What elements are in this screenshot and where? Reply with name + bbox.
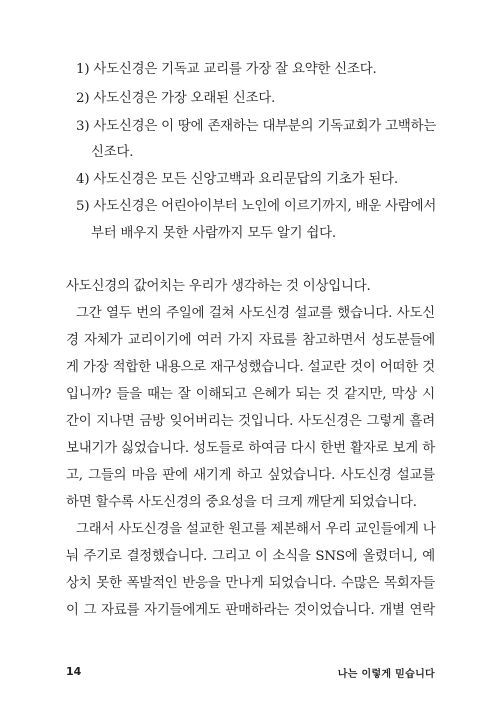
paragraph-line-9: 하면 할수록 사도신경의 중요성을 더 크게 깨닫게 되었습니다.	[66, 495, 417, 510]
list-item-5-continuation: 부터 배우지 못한 사람까지 모두 알기 쉽다.	[91, 226, 336, 241]
paragraph-line-7: 보내기가 싫었습니다. 성도들로 하여금 다시 한번 활자로 보게 하	[66, 441, 435, 456]
paragraph-line-2: 그간 열두 번의 주일에 걸쳐 사도신경 설교를 했습니다. 사도신	[76, 306, 435, 321]
list-item-4: 4) 사도신경은 모든 신앙고백과 요리문답의 기초가 된다.	[76, 172, 398, 187]
paragraph-line-11: 눠 주기로 결정했습니다. 그리고 이 소식을 SNS에 올렸더니, 예	[66, 549, 435, 564]
paragraph-line-3: 경 자체가 교리이기에 여러 가지 자료를 참고하면서 성도분들에	[66, 333, 435, 348]
paragraph-line-5: 입니까? 들을 때는 잘 이해되고 은혜가 되는 것 같지만, 막상 시	[66, 387, 435, 402]
list-item-2: 2) 사도신경은 가장 오래된 신조다.	[76, 91, 276, 106]
list-item-1: 1) 사도신경은 기독교 교리를 가장 잘 요약한 신조다.	[76, 62, 377, 77]
list-item-3: 3) 사도신경은 이 땅에 존재하는 대부분의 기독교회가 고백하는	[76, 119, 437, 134]
list-item-5: 5) 사도신경은 어린아이부터 노인에 이르기까지, 배운 사람에서	[76, 199, 437, 214]
paragraph-line-6: 간이 지나면 금방 잊어버리는 것입니다. 사도신경은 그렇게 흘려	[66, 414, 435, 429]
paragraph-line-10: 그래서 사도신경을 설교한 원고를 제본해서 우리 교인들에게 나	[76, 522, 436, 537]
paragraph-line-12: 상치 못한 폭발적인 반응을 만나게 되었습니다. 수많은 목회자들	[66, 576, 435, 591]
paragraph-line-13: 이 그 자료를 자기들에게도 판매하라는 것이었습니다. 개별 연락	[66, 603, 435, 618]
running-book-title: 나는 이렇게 믿습니다	[337, 669, 435, 680]
list-item-3-continuation: 신조다.	[91, 145, 134, 160]
paragraph-line-4: 게 가장 적합한 내용으로 재구성했습니다. 설교란 것이 어떠한 것	[66, 360, 435, 375]
page-number: 14	[66, 665, 82, 678]
paragraph-line-1: 사도신경의 값어치는 우리가 생각하는 것 이상입니다.	[66, 279, 371, 294]
paragraph-line-8: 고, 그들의 마음 판에 새기게 하고 싶었습니다. 사도신경 설교를	[66, 468, 435, 483]
